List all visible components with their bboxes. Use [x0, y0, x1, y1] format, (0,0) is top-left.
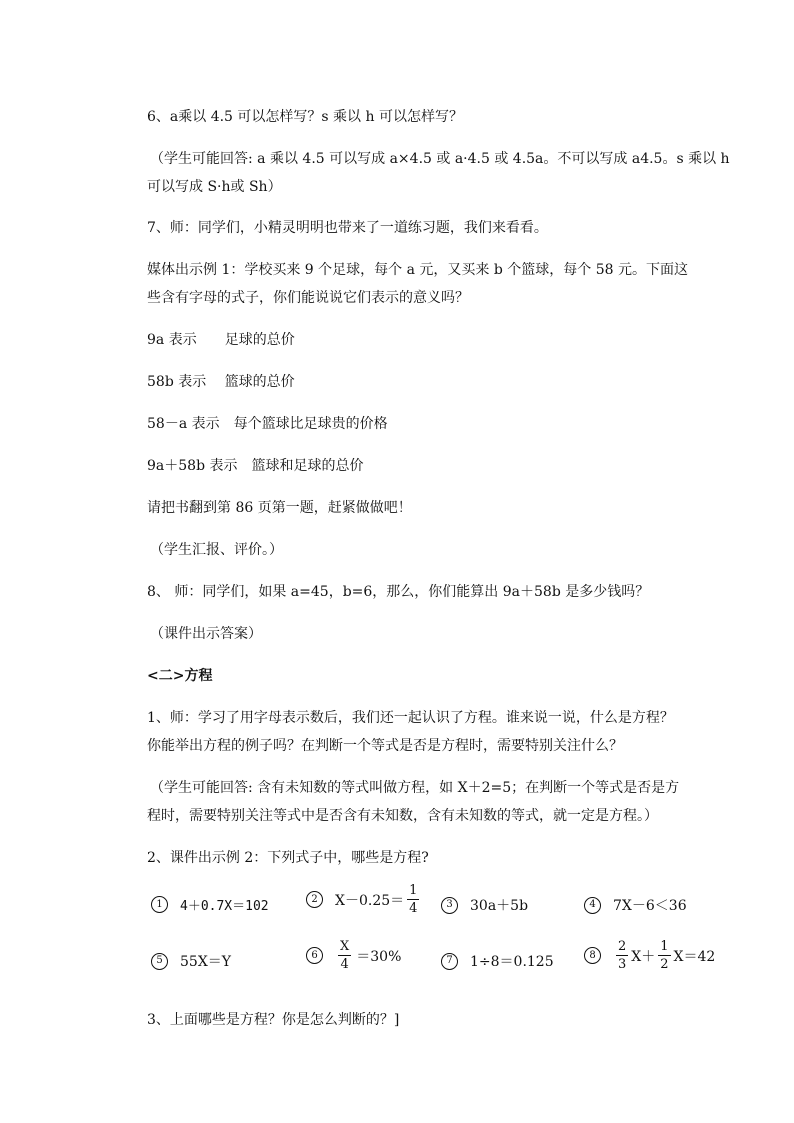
answer-note: （课件出示答案） — [150, 626, 262, 642]
paragraph-1-answer-line-1: （学生可能回答: 含有未知数的等式叫做方程，如 X＋2=5；在判断一个等式是否是方 — [150, 780, 680, 796]
meaning-9a-plus-58b: 9a＋58b 表示 篮球和足球的总价 — [147, 458, 364, 474]
fraction — [407, 884, 419, 915]
circled-number: 1 — [151, 896, 168, 913]
question-8: 8、 师：同学们，如果 a=45，b=6，那么，你们能算出 9a＋58b 是多少钱吗？ — [147, 584, 650, 600]
denominator: 2 — [660, 957, 669, 972]
equation-text: 30a＋5b — [470, 898, 529, 914]
paragraph-1-answer-line-2: 程时，需要特别关注等式中是否含有未知数，含有未知数的等式，就一定是方程。） — [147, 808, 658, 824]
circled-number: 3 — [441, 897, 458, 914]
circled-number: 2 — [306, 891, 323, 908]
equation-text: ＝30% — [356, 948, 402, 965]
circled-number: 6 — [306, 947, 323, 964]
equation-7 — [441, 951, 554, 971]
fraction — [616, 940, 628, 971]
equation-text: 1÷8＝0.125 — [470, 954, 554, 970]
equation-text: 4＋0.7X＝102 — [180, 899, 269, 914]
equation-text: X－0.25＝ — [335, 892, 405, 909]
equation-text: X＝42 — [673, 948, 716, 965]
example-1-line-2: 些含有字母的式子，你们能说说它们表示的意义吗？ — [147, 290, 469, 306]
equation-text: X＋ — [631, 948, 656, 965]
equation-1 — [151, 895, 269, 914]
question-6-answer-line-2: 可以写成 S·h或 Sh） — [147, 179, 282, 195]
circled-number: 8 — [584, 947, 601, 964]
paragraph-3: 3、上面哪些是方程？你是怎么判断的？] — [147, 1012, 400, 1028]
paragraph-2: 2、课件出示例 2：下列式子中，哪些是方程? — [147, 850, 429, 866]
example-1-line-1: 媒体出示例 1：学校买来 9 个足球，每个 a 元，又买来 b 个篮球，每个 58 元。下面这 — [147, 262, 688, 278]
equation-6 — [306, 940, 401, 971]
equation-8 — [584, 940, 715, 971]
meaning-58-minus-a: 58－a 表示 每个篮球比足球贵的价格 — [147, 416, 388, 432]
numerator: X — [340, 939, 350, 954]
numerator: 1 — [660, 939, 669, 954]
denominator: 4 — [409, 901, 418, 916]
question-6-answer-line-1: （学生可能回答: a 乘以 4.5 可以写成 a×4.5 或 a·4.5 或 4.5a。不可以写成 a4.5。s 乘以 h — [150, 151, 730, 167]
book-instruction: 请把书翻到第 86 页第一题，赶紧做做吧！ — [147, 500, 412, 516]
fraction — [658, 940, 670, 971]
paragraph-1-line-1: 1、师：学习了用字母表示数后，我们还一起认识了方程。谁来说一说，什么是方程？ — [147, 710, 674, 726]
equation-text: 7X－6＜36 — [613, 898, 687, 914]
equation-3 — [441, 895, 528, 915]
circled-number: 5 — [151, 953, 168, 970]
paragraph-1-line-2: 你能举出方程的例子吗？在判断一个等式是否是方程时，需要特别关注什么？ — [147, 738, 623, 754]
denominator: 3 — [618, 957, 627, 972]
numerator: 2 — [618, 939, 627, 954]
section-heading-equations: <二>方程 — [147, 668, 213, 684]
circled-number: 7 — [441, 953, 458, 970]
equation-5 — [151, 951, 231, 971]
equation-text: 55X＝Y — [180, 954, 232, 970]
numerator: 1 — [409, 883, 418, 898]
fraction — [338, 940, 351, 971]
meaning-58b: 58b 表示 篮球的总价 — [147, 374, 295, 390]
denominator: 4 — [340, 957, 349, 972]
equation-2 — [306, 884, 422, 915]
equation-4 — [584, 895, 687, 915]
circled-number: 4 — [584, 897, 601, 914]
question-7: 7、师：同学们，小精灵明明也带来了一道练习题，我们来看看。 — [147, 220, 548, 236]
student-report: （学生汇报、评价。） — [150, 542, 283, 558]
question-6: 6、a乘以 4.5 可以怎样写？s 乘以 h 可以怎样写？ — [147, 109, 463, 125]
meaning-9a: 9a 表示 足球的总价 — [147, 332, 295, 348]
